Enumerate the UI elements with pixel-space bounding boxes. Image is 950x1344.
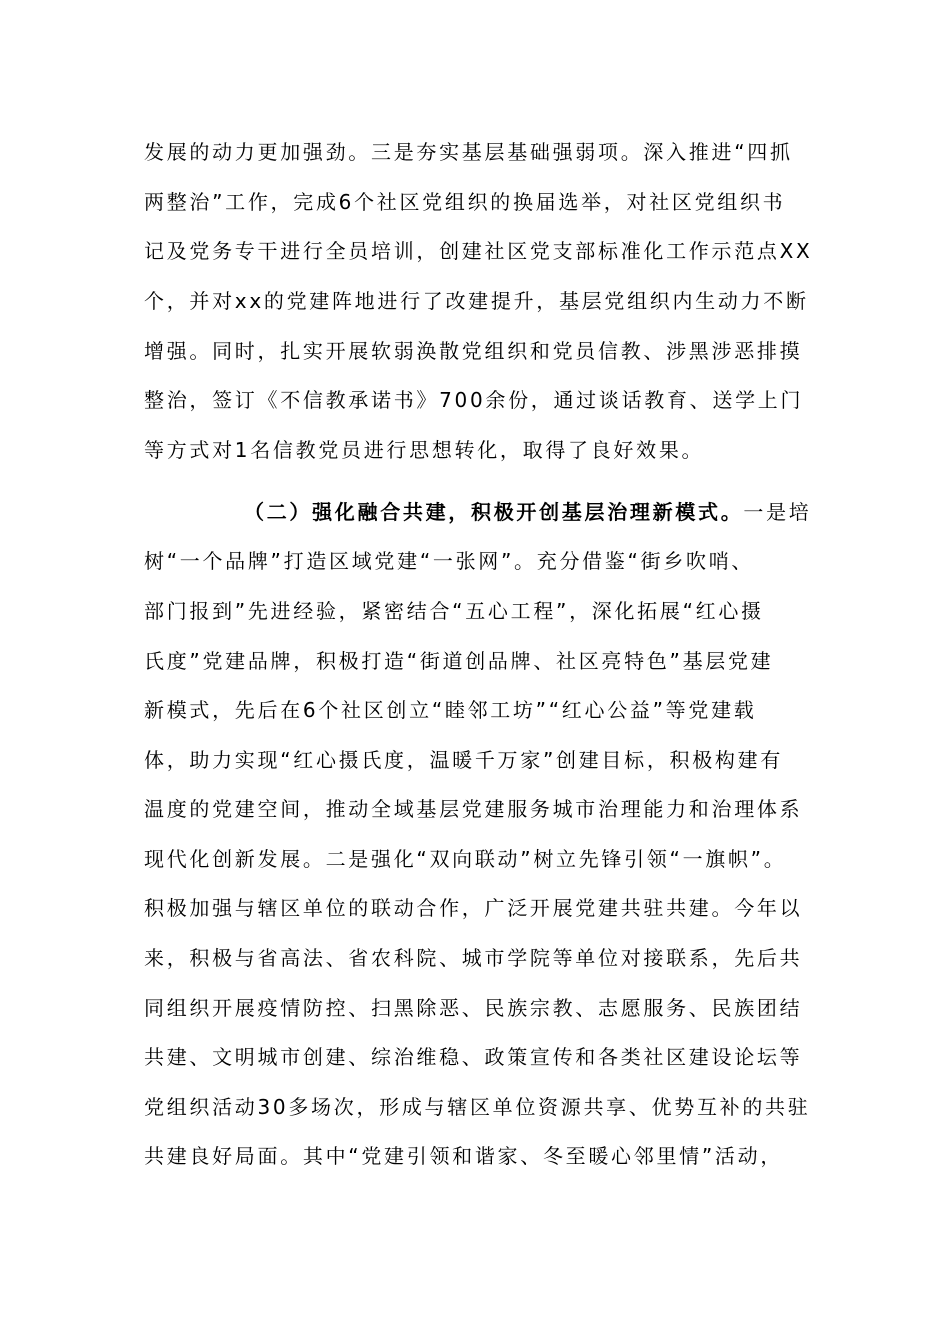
body-text-line: 共建、文明城市创建、综治维稳、政策宣传和各类社区建设论坛等 — [144, 1045, 803, 1069]
body-text-line: 整治，签订《不信教承诺书》700余份，通过谈话教育、送学上门 — [144, 388, 804, 412]
body-text-line: 增强。同时，扎实开展软弱涣散党组织和党员信教、涉黑涉恶排摸 — [144, 339, 803, 363]
section-heading-continuation: 一是培 — [743, 500, 812, 524]
body-text-line: 来，积极与省高法、省农科院、城市学院等单位对接联系，先后共 — [144, 946, 803, 970]
body-text-line: 发展的动力更加强劲。三是夯实基层基础强弱项。深入推进“四抓 — [144, 140, 793, 164]
body-text-line: 氏度”党建品牌，积极打造“街道创品牌、社区亮特色”基层党建 — [144, 649, 774, 673]
body-text-line: 现代化创新发展。二是强化“双向联动”树立先锋引领“一旗帜”。 — [144, 847, 787, 871]
body-text-line: 记及党务专干进行全员培训，创建社区党支部标准化工作示范点XX — [144, 239, 813, 263]
body-text-line: 树“一个品牌”打造区域党建“一张网”。充分借鉴“街乡吹哨、 — [144, 549, 755, 573]
body-text-line: 体，助力实现“红心摄氏度，温暖千万家”创建目标，积极构建有 — [144, 748, 784, 772]
body-text-line: 个，并对xx的党建阵地进行了改建提升，基层党组织内生动力不断 — [144, 289, 809, 313]
body-text-line: 积极加强与辖区单位的联动合作，广泛开展党建共驻共建。今年以 — [144, 896, 803, 920]
body-text-line: 新模式，先后在6个社区创立“睦邻工坊”“红心公益”等党建载 — [144, 698, 757, 722]
body-text-line: 温度的党建空间，推动全域基层党建服务城市治理能力和治理体系 — [144, 797, 803, 821]
section-heading-line — [244, 500, 812, 524]
body-text-line: 等方式对1名信教党员进行思想转化，取得了良好效果。 — [144, 438, 705, 462]
section-heading: （二）强化融合共建，积极开创基层治理新模式。 — [244, 500, 744, 524]
body-text-line: 党组织活动30多场次，形成与辖区单位资源共享、优势互补的共驻 — [144, 1095, 811, 1119]
body-text-line: 共建良好局面。其中“党建引领和谐家、冬至暖心邻里情”活动， — [144, 1144, 784, 1168]
body-text-line: 两整治”工作，完成6个社区党组织的换届选举，对社区党组织书 — [144, 190, 786, 214]
body-text-line: 同组织开展疫情防控、扫黑除恶、民族宗教、志愿服务、民族团结 — [144, 996, 803, 1020]
body-text-line: 部门报到”先进经验，紧密结合“五心工程”，深化拓展“红心摄 — [144, 599, 764, 623]
